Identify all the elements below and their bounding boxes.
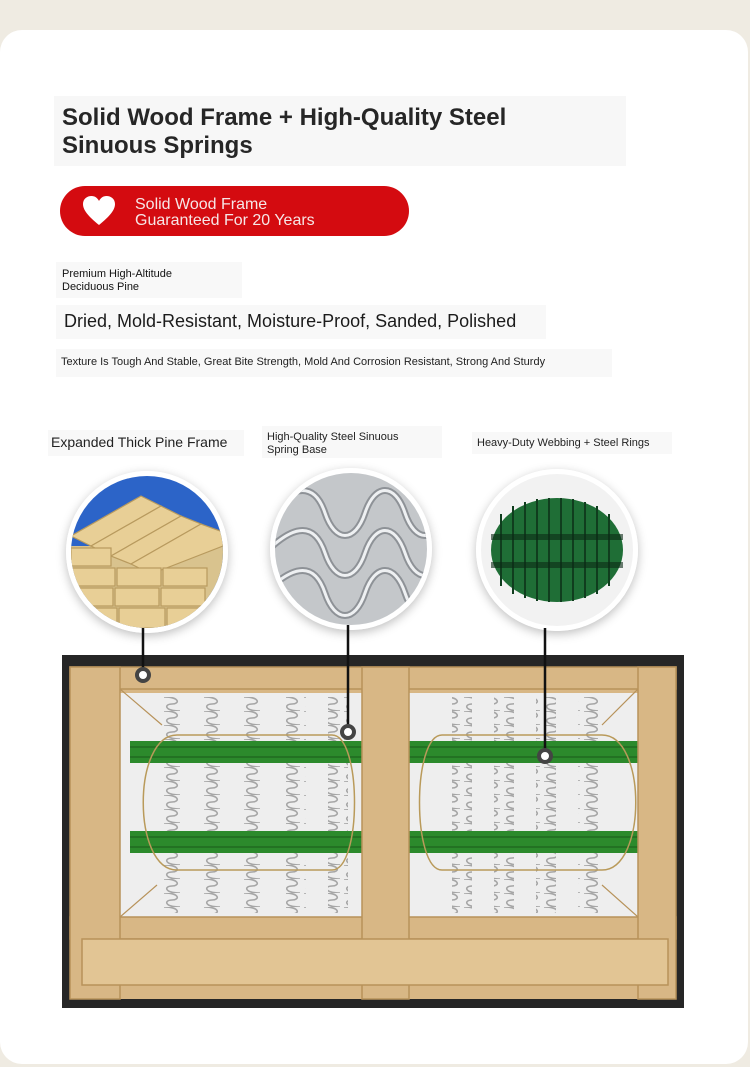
guarantee-line-2: Guaranteed For 20 Years xyxy=(135,212,315,229)
frame-feature-label: Expanded Thick Pine Frame xyxy=(48,430,244,456)
guarantee-line-1: Solid Wood Frame xyxy=(135,196,268,213)
properties-text: Texture Is Tough And Stable, Great Bite Strength, Mold And Corrosion Resistant, Strong And Sturdy xyxy=(56,349,612,377)
springs-label-line-2: Spring Base xyxy=(267,444,327,456)
title-line-1: Solid Wood Frame + High-Quality Steel xyxy=(62,104,507,131)
title-line-2: Sinuous Springs xyxy=(62,132,253,159)
webbing-feature-label: Heavy-Duty Webbing + Steel Rings xyxy=(472,432,672,454)
material-line-2: Deciduous Pine xyxy=(62,281,140,293)
treatment-text: Dried, Mold-Resistant, Moisture-Proof, Sanded, Polished xyxy=(56,305,546,339)
springs-label-line-1: High-Quality Steel Sinuous xyxy=(267,431,399,443)
material-line-1: Premium High-Altitude xyxy=(62,268,173,280)
